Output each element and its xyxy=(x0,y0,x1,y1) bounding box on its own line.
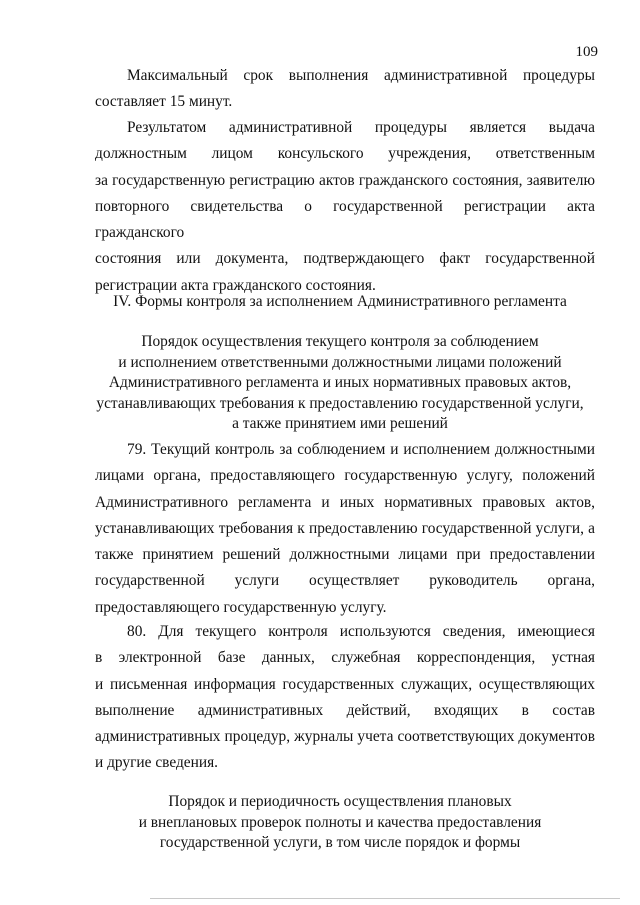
scan-edge-divider xyxy=(150,898,620,899)
subheading-line: государственной услуги, в том числе порядок и формы xyxy=(159,834,521,851)
subheading-line: Административного регламента и иных нормативных правовых актов, xyxy=(108,374,572,391)
text-line: также принятием решений должностными лицами при предоставлении xyxy=(95,546,595,564)
text-line: выполнение административных действий, входящих в состав xyxy=(95,701,595,719)
text-line: 79. Текущий контроль за соблюдением и исполнением должностными xyxy=(127,441,595,458)
subheading-line: и исполнением ответственными должностными лицами положений xyxy=(118,353,562,371)
page-number: 109 xyxy=(575,44,598,60)
subheading-current-control xyxy=(60,332,620,435)
text-line: и письменная информация государственных служащих, осуществляющих xyxy=(95,675,595,693)
text-line: 80. Для текущего контроля используются сведения, имеющиеся xyxy=(127,623,595,640)
subheading-inspections xyxy=(60,792,620,854)
text-line: в электронной базе данных, служебная корреспонденция, устная xyxy=(95,649,595,667)
text-line: предоставляющего государственную услугу. xyxy=(95,598,387,616)
paragraph-80 xyxy=(95,619,595,777)
text-line: Результатом административной процедуры является выдача xyxy=(127,119,595,136)
paragraph-79 xyxy=(95,437,595,621)
section-heading: IV. Формы контроля за исполнением Административного регламента xyxy=(113,293,567,310)
subheading-line: и внеплановых проверок полноты и качества предоставления xyxy=(138,813,542,831)
text-line: государственной услуги осуществляет руководитель органа, xyxy=(95,572,595,590)
text-line: за государственную регистрацию актов гражданского состояния, заявителю xyxy=(95,171,595,189)
subheading-line: а также принятием ими решений xyxy=(232,415,448,432)
text-line: устанавливающих требования к предоставлению государственной услуги, а xyxy=(95,519,595,537)
text-line: Административного регламента и иных нормативных правовых актов, xyxy=(95,493,595,511)
text-line: должностным лицом консульского учреждения, ответственным xyxy=(95,145,595,163)
text-line: лицами органа, предоставляющего государственную услугу, положений xyxy=(95,467,595,485)
text-line: административных процедур, журналы учета соответствующих документов xyxy=(95,728,595,746)
paragraph-result xyxy=(95,115,595,299)
text-line: и другие сведения. xyxy=(95,754,219,772)
text-line: состояния или документа, подтверждающего факт государственной xyxy=(95,250,595,268)
paragraph-max-duration xyxy=(95,63,595,116)
text-line: составляет 15 минут. xyxy=(95,93,233,111)
subheading-line: Порядок осуществления текущего контроля за соблюдением xyxy=(141,333,539,350)
text-line: регистрации акта гражданского состояния. xyxy=(95,276,376,294)
text-line: повторного свидетельства о государственной регистрации акта гражданского xyxy=(95,197,595,242)
subheading-line: Порядок и периодичность осуществления плановых xyxy=(168,793,512,810)
text-line: Максимальный срок выполнения административной процедуры xyxy=(127,67,595,84)
subheading-line: устанавливающих требования к предоставлению государственной услуги, xyxy=(96,394,584,412)
